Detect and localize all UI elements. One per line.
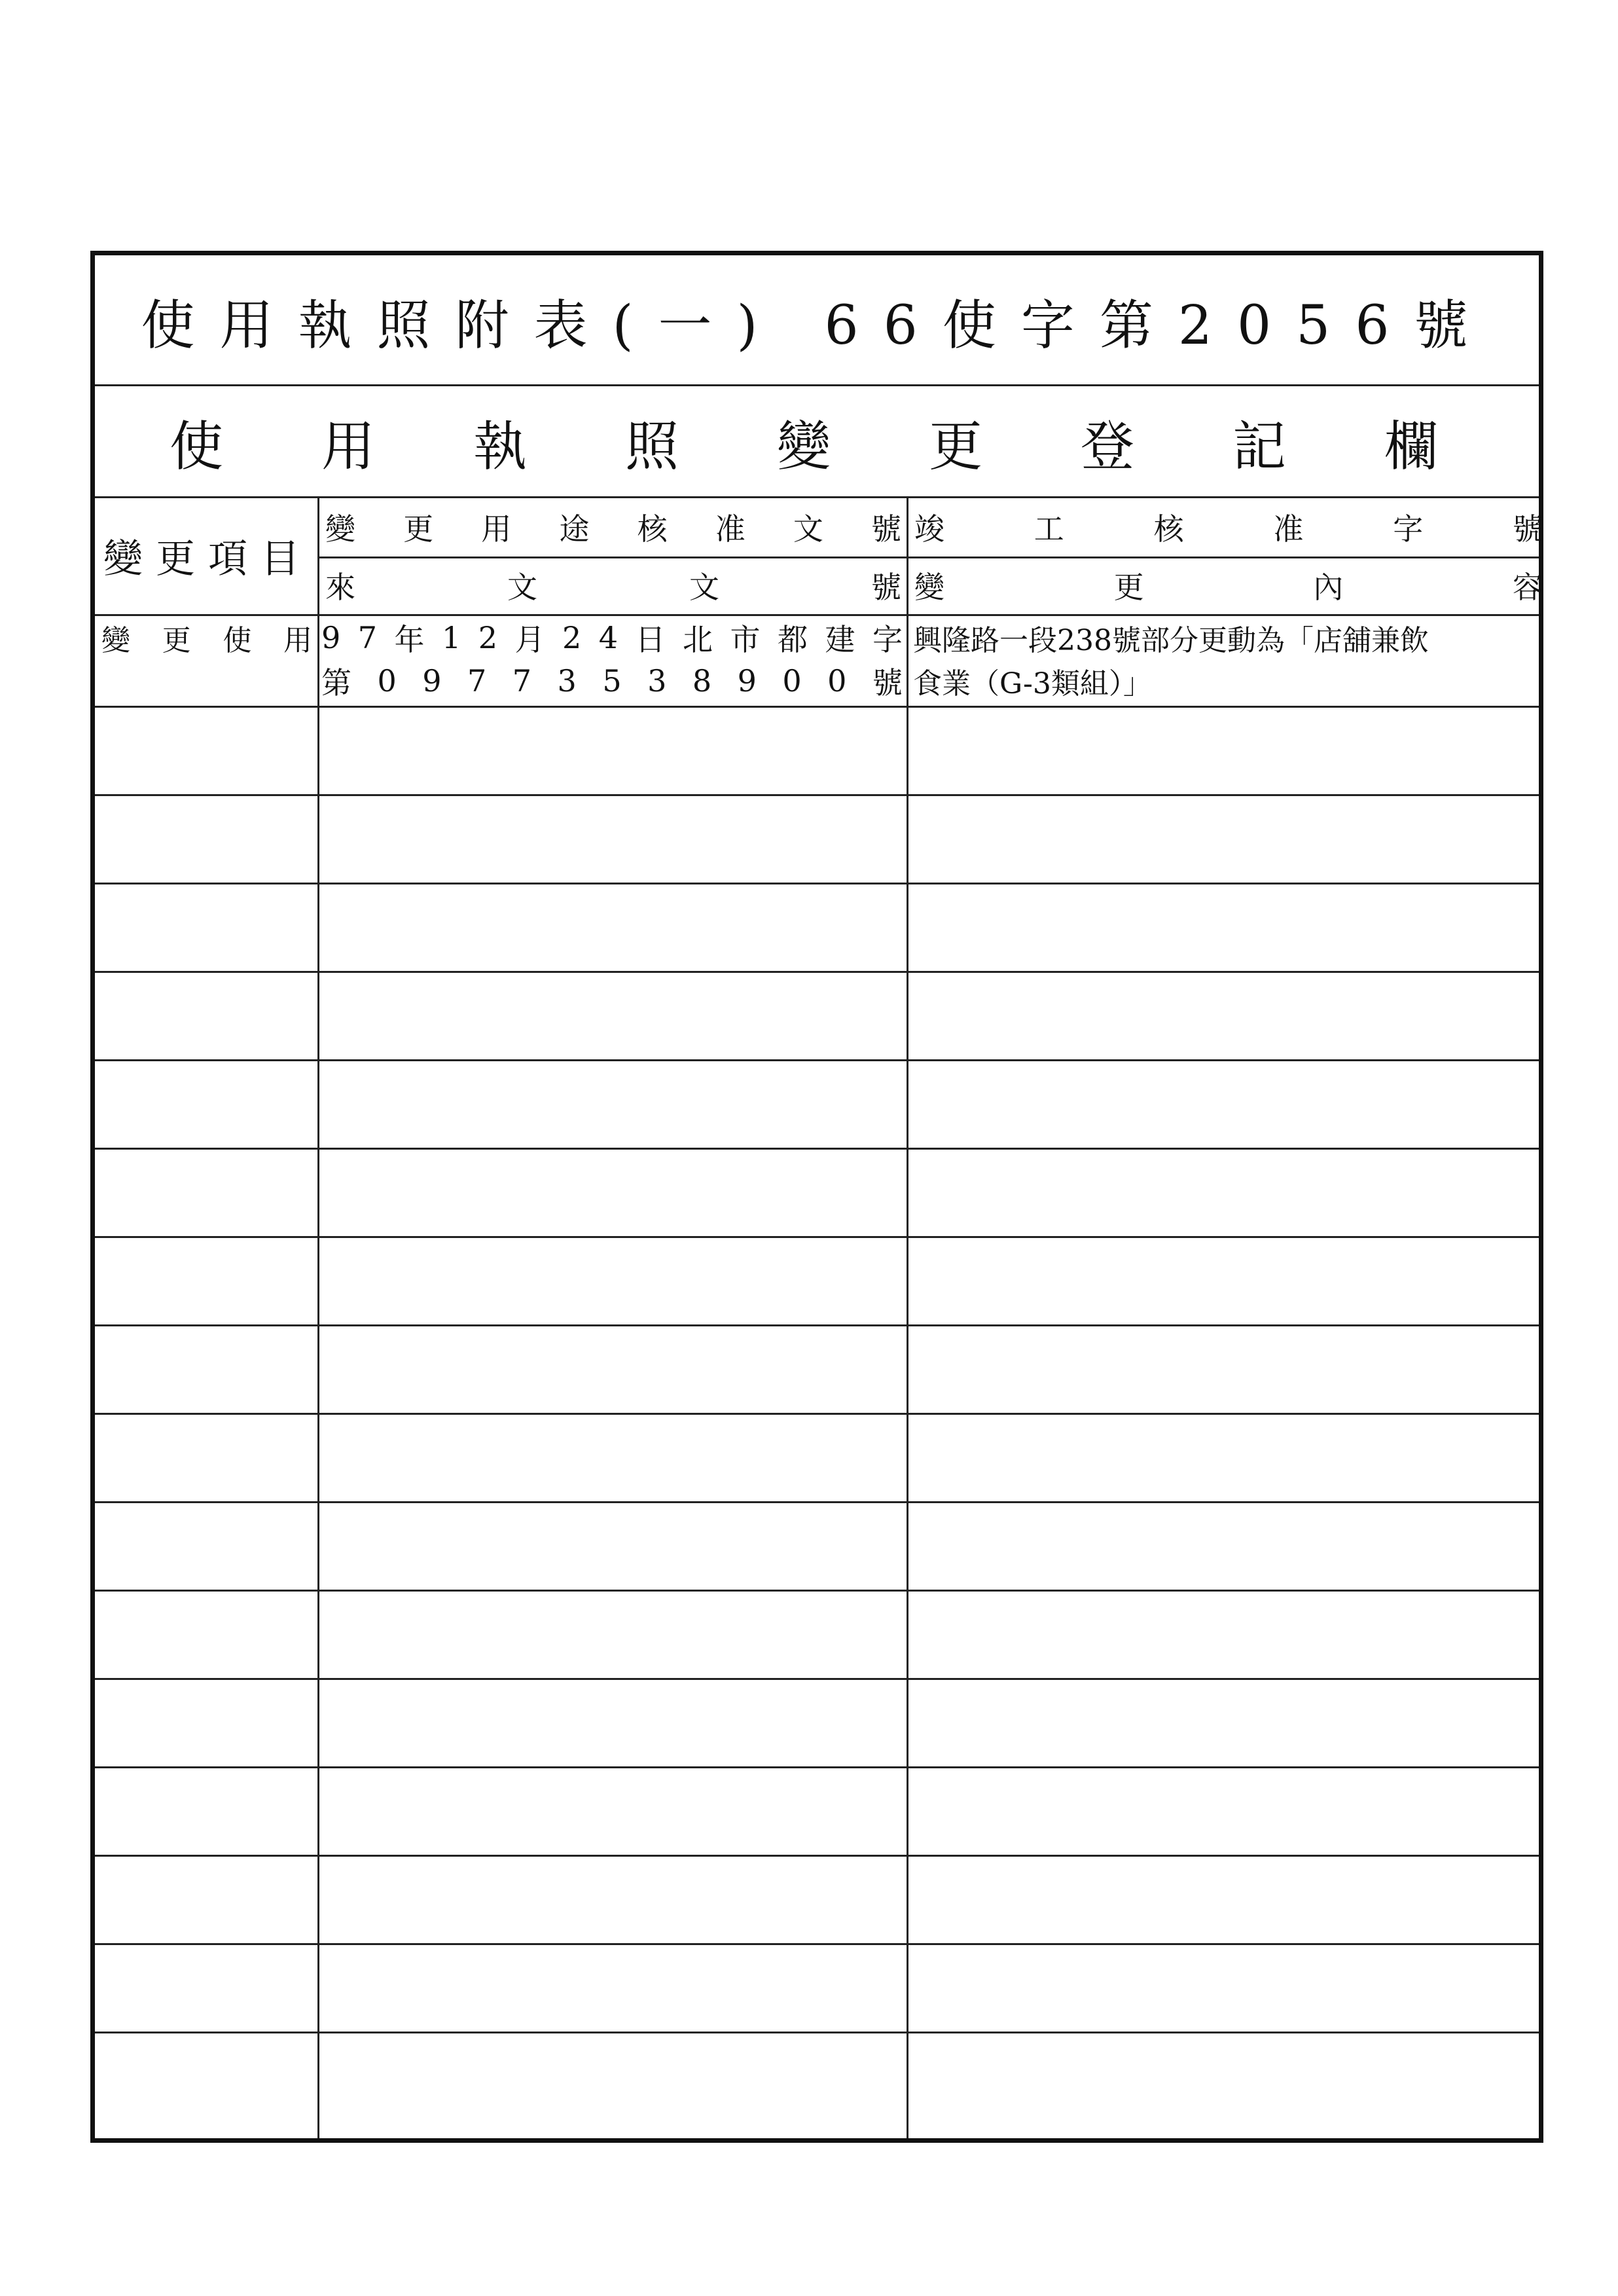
form-title: 使用執照附表(一) 66使字第2056號: [141, 294, 1493, 357]
divider: [95, 496, 1539, 498]
column-header-incoming-no: 來 文 文 號: [325, 570, 901, 605]
column-divider: [317, 496, 319, 2138]
row-rule: [95, 1678, 1539, 1680]
row-rule: [95, 1855, 1539, 1857]
column-header-approval-no: 變 更 用 途 核 准 文 號: [325, 511, 901, 547]
row-rule: [95, 971, 1539, 973]
entry-content-line1: 興隆路一段238號部分更動為「店舖兼飲: [913, 624, 1429, 657]
row-rule: [95, 1236, 1539, 1238]
row-rule: [95, 883, 1539, 884]
row-rule: [95, 1766, 1539, 1768]
row-rule: [95, 1943, 1539, 1945]
column-divider: [907, 496, 908, 2138]
column-header-item: 變更項目: [103, 536, 313, 582]
form-frame: [90, 251, 1543, 2143]
entry-approval-line2: 第 0 9 7 7 3 5 3 8 9 0 0 號: [321, 663, 903, 701]
entry-approval-line1: 9 7 年 1 2 月 2 4 日 北 市 都 建 字: [321, 620, 903, 657]
column-header-content: 變 更 內 容: [914, 570, 1543, 605]
row-rule: [95, 706, 1539, 708]
row-rule: [95, 1413, 1539, 1415]
entry-content-line2: 食業（G-3類組）」: [913, 667, 1152, 701]
row-rule: [95, 2032, 1539, 2033]
row-rule: [95, 1590, 1539, 1592]
divider: [95, 614, 1539, 616]
entry-item: 變 更 使 用: [101, 624, 312, 657]
row-rule: [95, 794, 1539, 796]
column-header-completion-no: 竣 工 核 准 字 號: [914, 511, 1543, 547]
form-subtitle: 使用執照變更登記欄: [169, 415, 1536, 478]
row-rule: [95, 1059, 1539, 1061]
row-rule: [95, 1324, 1539, 1326]
row-rule: [95, 1501, 1539, 1503]
row-rule: [95, 1148, 1539, 1150]
